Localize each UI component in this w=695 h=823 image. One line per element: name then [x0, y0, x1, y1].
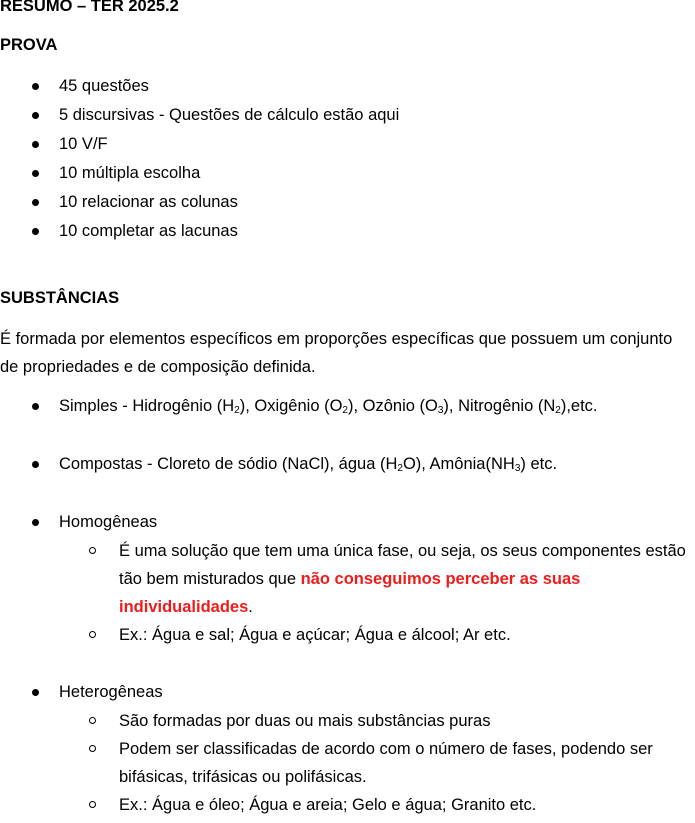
- sublist-item: [0, 621, 695, 649]
- substancias-list: [0, 392, 695, 421]
- homogeneas-label: Homogêneas: [59, 513, 158, 531]
- list-item-text: 45 questões: [59, 77, 149, 95]
- prova-heading: PROVA: [0, 36, 58, 54]
- sublist-item: [0, 707, 695, 735]
- subscript: 3: [514, 463, 521, 474]
- heterogeneas-label: Heterogêneas: [59, 683, 163, 701]
- circle-bullet-icon: [89, 631, 96, 638]
- bullet-icon: [32, 141, 39, 148]
- compostas-text: [59, 455, 557, 473]
- list-item: [0, 217, 695, 246]
- sublist-item-text: Podem ser classificadas de acordo com o número de fases, podendo ser bifásicas, trifásicas ou polifásicas.: [119, 740, 653, 786]
- bullet-icon: [32, 461, 39, 468]
- bullet-icon: [32, 519, 39, 526]
- bullet-icon: [32, 403, 39, 410]
- subscript: 2: [555, 405, 561, 416]
- sublist-item-text: Ex.: Água e óleo; Água e areia; Gelo e água; Granito etc.: [119, 796, 537, 814]
- subscript: 2: [234, 405, 240, 416]
- bullet-icon: [32, 83, 39, 90]
- circle-bullet-icon: [89, 717, 96, 724]
- heterogeneas-sublist: [59, 707, 695, 819]
- bullet-icon: [32, 228, 39, 235]
- circle-bullet-icon: [89, 547, 96, 554]
- sublist-item-end: .: [248, 598, 253, 616]
- document-title: RESUMO – TER 2025.2: [0, 0, 179, 15]
- circle-bullet-icon: [89, 745, 96, 752]
- list-item-text: 10 completar as lacunas: [59, 222, 238, 240]
- compostas-part: Compostas - Cloreto de sódio (NaCl), água (H: [59, 455, 398, 473]
- list-item: [0, 72, 695, 101]
- list-item-text: 10 V/F: [59, 135, 108, 153]
- list-item: [0, 188, 695, 217]
- homogeneas-sublist: [59, 537, 695, 649]
- sublist-item: [0, 791, 695, 819]
- sublist-item: [0, 735, 695, 791]
- simples-part: ), Oxigênio (O: [239, 397, 343, 415]
- list-item-text: 5 discursivas - Questões de cálculo estão aqui: [59, 106, 400, 124]
- bullet-icon: [32, 199, 39, 206]
- compostas-part: ) etc.: [520, 455, 558, 473]
- bullet-icon: [32, 689, 39, 696]
- circle-bullet-icon: [89, 801, 96, 808]
- sublist-item-text: Ex.: Água e sal; Água e açúcar; Água e álcool; Ar etc.: [119, 626, 511, 644]
- compostas-part: O), Amônia(NH: [402, 455, 515, 473]
- list-item-homogeneas: [0, 508, 695, 649]
- list-item-heterogeneas: [0, 678, 695, 819]
- simples-text: [59, 397, 598, 415]
- list-item: [0, 130, 695, 159]
- heterogeneas-list: [0, 678, 695, 819]
- simples-part: Simples - Hidrogênio (H: [59, 397, 235, 415]
- compostas-list: [0, 450, 695, 479]
- highlight-text: não conseguimos perceber as suas individualidades: [119, 570, 581, 616]
- list-item: [0, 101, 695, 130]
- sublist-item: [0, 537, 695, 621]
- subscript: 2: [342, 405, 348, 416]
- bullet-icon: [32, 112, 39, 119]
- substancias-intro: É formada por elementos específicos em proporções específicas que possuem um conjunto de propriedades e de composição definida.: [0, 330, 673, 376]
- list-item-compostas: [0, 450, 695, 479]
- simples-part: ),etc.: [560, 397, 598, 415]
- list-item: [0, 159, 695, 188]
- simples-part: ), Ozônio (O: [347, 397, 438, 415]
- subscript: 2: [397, 463, 403, 474]
- list-item-text: 10 relacionar as colunas: [59, 193, 238, 211]
- sublist-item-text: São formadas por duas ou mais substâncias puras: [119, 712, 491, 730]
- homogeneas-list: [0, 508, 695, 649]
- bullet-icon: [32, 170, 39, 177]
- prova-list: [0, 72, 695, 246]
- sublist-item-text: É uma solução que tem uma única fase, ou seja, os seus componentes estão tão bem misturados que: [119, 542, 686, 588]
- list-item-simples: [0, 392, 695, 421]
- simples-part: ), Nitrogênio (N: [443, 397, 556, 415]
- substancias-heading: SUBSTÂNCIAS: [0, 289, 120, 307]
- subscript: 3: [437, 405, 444, 416]
- list-item-text: 10 múltipla escolha: [59, 164, 201, 182]
